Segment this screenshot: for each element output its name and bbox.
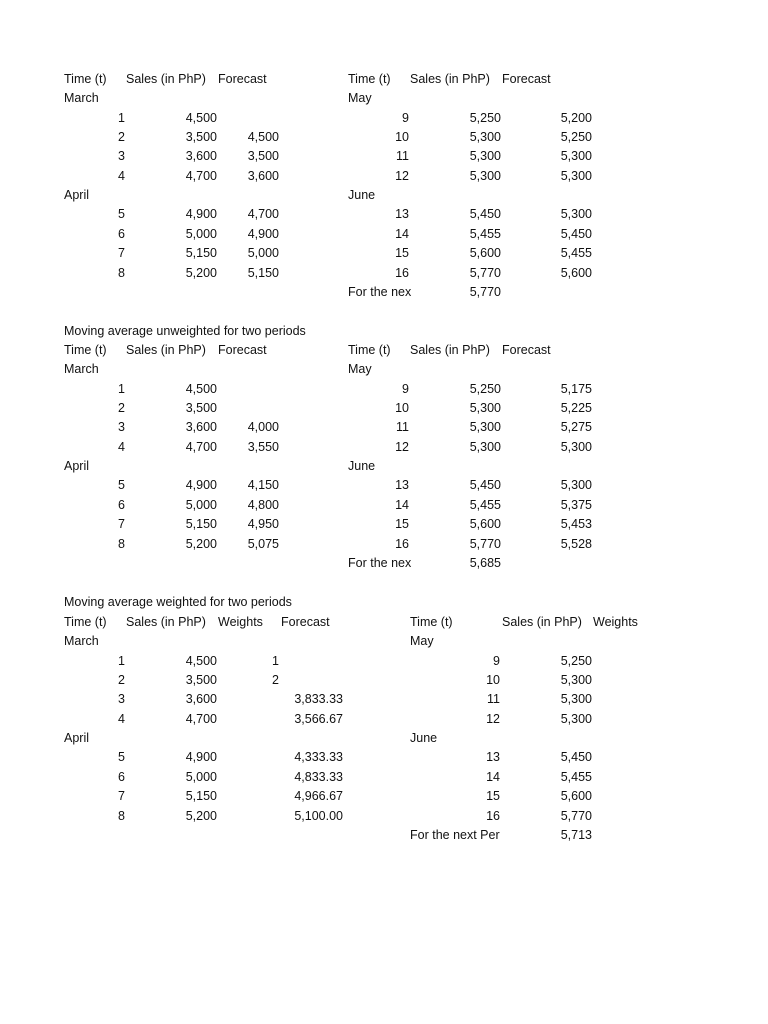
sales-cell: 4,900	[185, 207, 217, 222]
column-header: Time (t)	[64, 72, 107, 86]
forecast-cell: 4,833.33	[294, 769, 343, 784]
sales-cell: 5,713	[560, 827, 592, 842]
forecast-cell: 5,250	[560, 130, 592, 145]
row-label: For the nex	[348, 555, 412, 570]
sales-cell: 3,500	[185, 673, 217, 688]
time-cell: 14	[395, 226, 409, 241]
time-cell: 11	[396, 420, 409, 435]
row-label: For the next Per	[410, 827, 500, 842]
column-header: Time (t)	[348, 72, 391, 86]
sales-cell: 5,300	[560, 673, 592, 688]
weight-cell: 1	[272, 653, 279, 668]
time-cell: 5	[118, 478, 125, 493]
sales-cell: 5,450	[469, 478, 501, 493]
row-label: June	[348, 188, 376, 203]
forecast-cell: 5,455	[560, 246, 592, 261]
column-header: Forecast	[502, 72, 551, 86]
sales-cell: 5,300	[469, 130, 501, 145]
sales-cell: 4,700	[185, 439, 217, 454]
row-label: March	[64, 91, 99, 106]
time-cell: 6	[118, 497, 125, 512]
time-cell: 13	[395, 478, 409, 493]
sales-cell: 4,700	[185, 168, 217, 183]
forecast-cell: 5,075	[247, 536, 279, 551]
forecast-cell: 4,800	[247, 497, 279, 512]
time-cell: 1	[118, 653, 125, 668]
forecast-cell: 4,150	[247, 478, 279, 493]
sales-cell: 5,600	[469, 517, 501, 532]
time-cell: 8	[118, 808, 125, 823]
time-cell: 16	[395, 265, 409, 280]
forecast-cell: 4,900	[247, 226, 279, 241]
sales-cell: 5,300	[469, 149, 501, 164]
time-cell: 11	[396, 149, 409, 164]
sales-cell: 5,455	[560, 769, 592, 784]
row-label: April	[64, 731, 90, 746]
row-label: March	[64, 362, 99, 377]
sales-cell: 5,300	[469, 420, 501, 435]
forecast-cell: 5,150	[247, 265, 279, 280]
sales-cell: 5,200	[185, 808, 217, 823]
sales-cell: 4,500	[185, 110, 217, 125]
column-header: Sales (in PhP)	[410, 343, 490, 357]
sales-cell: 5,300	[469, 401, 501, 416]
time-cell: 11	[487, 692, 500, 707]
forecast-cell: 5,300	[560, 439, 592, 454]
sales-cell: 5,455	[469, 226, 501, 241]
time-cell: 16	[486, 808, 500, 823]
time-cell: 2	[118, 673, 125, 688]
time-cell: 4	[118, 439, 125, 454]
sales-cell: 5,200	[185, 265, 217, 280]
time-cell: 8	[118, 536, 125, 551]
time-cell: 5	[118, 207, 125, 222]
sales-cell: 5,150	[185, 789, 217, 804]
sales-cell: 5,000	[185, 769, 217, 784]
sales-cell: 3,500	[185, 130, 217, 145]
time-cell: 7	[118, 246, 125, 261]
time-cell: 4	[118, 168, 125, 183]
section-title: Moving average unweighted for two periods	[64, 324, 306, 338]
forecast-cell: 5,275	[560, 420, 592, 435]
time-cell: 9	[402, 381, 409, 396]
sales-cell: 5,250	[469, 110, 501, 125]
sales-cell: 5,770	[469, 284, 501, 299]
forecast-cell: 3,550	[247, 439, 279, 454]
column-header: Forecast	[218, 72, 267, 86]
forecast-cell: 5,300	[560, 207, 592, 222]
sales-cell: 5,250	[469, 381, 501, 396]
time-cell: 6	[118, 769, 125, 784]
column-header: Forecast	[281, 615, 330, 629]
time-cell: 10	[395, 130, 409, 145]
forecast-cell: 5,600	[560, 265, 592, 280]
forecast-cell: 5,453	[560, 517, 592, 532]
forecast-cell: 5,225	[560, 401, 592, 416]
time-cell: 9	[402, 110, 409, 125]
sales-cell: 5,300	[560, 692, 592, 707]
time-cell: 16	[395, 536, 409, 551]
sales-cell: 4,500	[185, 653, 217, 668]
column-header: Time (t)	[64, 615, 107, 629]
sales-cell: 5,770	[469, 265, 501, 280]
time-cell: 14	[486, 769, 500, 784]
forecast-cell: 4,000	[247, 420, 279, 435]
time-cell: 2	[118, 130, 125, 145]
time-cell: 7	[118, 789, 125, 804]
row-label: May	[410, 634, 434, 649]
time-cell: 12	[395, 439, 409, 454]
row-label: June	[410, 731, 438, 746]
forecast-cell: 4,500	[247, 130, 279, 145]
forecast-cell: 3,600	[247, 168, 279, 183]
forecast-cell: 5,300	[560, 478, 592, 493]
column-header: Time (t)	[410, 615, 453, 629]
row-label: May	[348, 91, 372, 106]
forecast-cell: 5,450	[560, 226, 592, 241]
row-label: March	[64, 634, 99, 649]
sales-cell: 5,600	[560, 789, 592, 804]
forecast-cell: 5,300	[560, 168, 592, 183]
column-header: Sales (in PhP)	[502, 615, 582, 629]
time-cell: 9	[493, 653, 500, 668]
forecast-cell: 5,300	[560, 149, 592, 164]
time-cell: 7	[118, 517, 125, 532]
time-cell: 2	[118, 401, 125, 416]
column-header: Sales (in PhP)	[410, 72, 490, 86]
forecast-cell: 5,528	[560, 536, 592, 551]
column-header: Sales (in PhP)	[126, 72, 206, 86]
row-label: For the nex	[348, 284, 412, 299]
sales-cell: 5,150	[185, 517, 217, 532]
time-cell: 13	[395, 207, 409, 222]
time-cell: 6	[118, 226, 125, 241]
sales-cell: 5,300	[560, 711, 592, 726]
forecast-cell: 4,700	[247, 207, 279, 222]
time-cell: 14	[395, 497, 409, 512]
forecast-cell: 5,375	[560, 497, 592, 512]
sales-cell: 5,150	[185, 246, 217, 261]
forecast-cell: 5,200	[560, 110, 592, 125]
forecast-cell: 4,966.67	[294, 789, 343, 804]
sales-cell: 4,900	[185, 478, 217, 493]
forecast-cell: 3,833.33	[294, 692, 343, 707]
time-cell: 15	[395, 246, 409, 261]
time-cell: 13	[486, 750, 500, 765]
sales-cell: 5,300	[469, 439, 501, 454]
forecast-cell: 4,333.33	[294, 750, 343, 765]
time-cell: 3	[118, 692, 125, 707]
column-header: Forecast	[218, 343, 267, 357]
time-cell: 15	[486, 789, 500, 804]
time-cell: 1	[118, 381, 125, 396]
time-cell: 1	[118, 110, 125, 125]
time-cell: 8	[118, 265, 125, 280]
forecast-cell: 4,950	[247, 517, 279, 532]
time-cell: 3	[118, 149, 125, 164]
sales-cell: 5,000	[185, 226, 217, 241]
sales-cell: 3,600	[185, 692, 217, 707]
forecast-cell: 5,175	[560, 381, 592, 396]
column-header: Forecast	[502, 343, 551, 357]
sales-cell: 4,500	[185, 381, 217, 396]
column-header: Weights	[593, 615, 638, 629]
time-cell: 5	[118, 750, 125, 765]
forecast-cell: 5,000	[247, 246, 279, 261]
column-header: Time (t)	[348, 343, 391, 357]
column-header: Time (t)	[64, 343, 107, 357]
sales-cell: 5,770	[560, 808, 592, 823]
column-header: Sales (in PhP)	[126, 343, 206, 357]
column-header: Weights	[218, 615, 263, 629]
forecast-cell: 3,500	[247, 149, 279, 164]
forecast-cell: 3,566.67	[294, 711, 343, 726]
row-label: June	[348, 459, 376, 474]
time-cell: 3	[118, 420, 125, 435]
time-cell: 15	[395, 517, 409, 532]
sales-cell: 5,200	[185, 536, 217, 551]
row-label: May	[348, 362, 372, 377]
time-cell: 4	[118, 711, 125, 726]
sales-cell: 4,900	[185, 750, 217, 765]
sales-cell: 3,500	[185, 401, 217, 416]
sales-cell: 4,700	[185, 711, 217, 726]
sales-cell: 5,600	[469, 246, 501, 261]
time-cell: 12	[395, 168, 409, 183]
sales-cell: 5,450	[560, 750, 592, 765]
forecast-cell: 5,100.00	[294, 808, 343, 823]
time-cell: 10	[486, 673, 500, 688]
sales-cell: 3,600	[185, 149, 217, 164]
sales-cell: 5,455	[469, 497, 501, 512]
weight-cell: 2	[272, 673, 279, 688]
sales-cell: 3,600	[185, 420, 217, 435]
sales-cell: 5,250	[560, 653, 592, 668]
section-title: Moving average weighted for two periods	[64, 595, 292, 609]
time-cell: 10	[395, 401, 409, 416]
sales-cell: 5,450	[469, 207, 501, 222]
row-label: April	[64, 459, 90, 474]
sales-cell: 5,000	[185, 497, 217, 512]
time-cell: 12	[486, 711, 500, 726]
sales-cell: 5,300	[469, 168, 501, 183]
sales-cell: 5,770	[469, 536, 501, 551]
sales-cell: 5,685	[469, 555, 501, 570]
row-label: April	[64, 188, 90, 203]
column-header: Sales (in PhP)	[126, 615, 206, 629]
